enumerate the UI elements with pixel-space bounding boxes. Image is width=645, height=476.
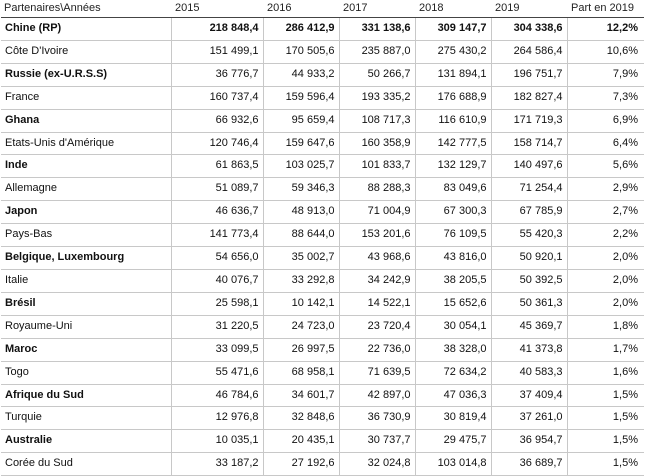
value-cell-2019: 36 689,7: [491, 453, 567, 476]
table-row: [1, 18, 644, 41]
share-cell: 1,5%: [567, 384, 644, 407]
table-row: [1, 453, 644, 476]
table-row: [1, 40, 644, 63]
share-cell: 2,7%: [567, 201, 644, 224]
value-cell-2018: 309 147,7: [415, 18, 491, 41]
value-cell-2019: 196 751,7: [491, 63, 567, 86]
value-cell-2018: 72 634,2: [415, 361, 491, 384]
value-cell-2017: 160 358,9: [339, 132, 415, 155]
value-cell-2019: 171 719,3: [491, 109, 567, 132]
share-cell: 2,0%: [567, 247, 644, 270]
value-cell-2019: 140 497,6: [491, 155, 567, 178]
value-cell-2018: 47 036,3: [415, 384, 491, 407]
value-cell-2018: 176 688,9: [415, 86, 491, 109]
share-cell: 1,8%: [567, 315, 644, 338]
value-cell-2015: 33 099,5: [171, 338, 263, 361]
value-cell-2018: 38 328,0: [415, 338, 491, 361]
value-cell-2016: 159 596,4: [263, 86, 339, 109]
country-cell: Corée du Sud: [1, 453, 171, 476]
value-cell-2016: 24 723,0: [263, 315, 339, 338]
header-year-2017: 2017: [339, 0, 415, 18]
share-cell: 2,9%: [567, 178, 644, 201]
trade-partners-table: [1, 0, 644, 476]
value-cell-2018: 83 049,6: [415, 178, 491, 201]
value-cell-2017: 101 833,7: [339, 155, 415, 178]
share-cell: 6,9%: [567, 109, 644, 132]
value-cell-2016: 103 025,7: [263, 155, 339, 178]
value-cell-2017: 22 736,0: [339, 338, 415, 361]
share-cell: 7,3%: [567, 86, 644, 109]
country-cell: Brésil: [1, 292, 171, 315]
value-cell-2019: 304 338,6: [491, 18, 567, 41]
table-row: [1, 132, 644, 155]
value-cell-2019: 36 954,7: [491, 430, 567, 453]
share-cell: 2,2%: [567, 224, 644, 247]
share-cell: 1,5%: [567, 453, 644, 476]
country-cell: France: [1, 86, 171, 109]
table-row: [1, 315, 644, 338]
value-cell-2018: 43 816,0: [415, 247, 491, 270]
value-cell-2016: 88 644,0: [263, 224, 339, 247]
value-cell-2016: 286 412,9: [263, 18, 339, 41]
value-cell-2015: 141 773,4: [171, 224, 263, 247]
value-cell-2018: 29 475,7: [415, 430, 491, 453]
header-partners: Partenaires\Années: [1, 0, 171, 18]
header-year-2018: 2018: [415, 0, 491, 18]
value-cell-2017: 108 717,3: [339, 109, 415, 132]
value-cell-2018: 131 894,1: [415, 63, 491, 86]
value-cell-2016: 32 848,6: [263, 407, 339, 430]
value-cell-2019: 55 420,3: [491, 224, 567, 247]
value-cell-2018: 275 430,2: [415, 40, 491, 63]
value-cell-2019: 37 409,4: [491, 384, 567, 407]
value-cell-2015: 120 746,4: [171, 132, 263, 155]
value-cell-2016: 35 002,7: [263, 247, 339, 270]
value-cell-2015: 36 776,7: [171, 63, 263, 86]
country-cell: Pays-Bas: [1, 224, 171, 247]
value-cell-2019: 45 369,7: [491, 315, 567, 338]
value-cell-2016: 33 292,8: [263, 269, 339, 292]
value-cell-2018: 132 129,7: [415, 155, 491, 178]
table-row: [1, 430, 644, 453]
value-cell-2017: 193 335,2: [339, 86, 415, 109]
value-cell-2016: 159 647,6: [263, 132, 339, 155]
table-row: [1, 178, 644, 201]
value-cell-2015: 31 220,5: [171, 315, 263, 338]
share-cell: 10,6%: [567, 40, 644, 63]
value-cell-2015: 218 848,4: [171, 18, 263, 41]
country-cell: Chine (RP): [1, 18, 171, 41]
header-year-2015: 2015: [171, 0, 263, 18]
value-cell-2016: 68 958,1: [263, 361, 339, 384]
value-cell-2015: 46 784,6: [171, 384, 263, 407]
share-cell: 1,5%: [567, 430, 644, 453]
value-cell-2019: 40 583,3: [491, 361, 567, 384]
header-year-2019: 2019: [491, 0, 567, 18]
value-cell-2015: 25 598,1: [171, 292, 263, 315]
value-cell-2018: 67 300,3: [415, 201, 491, 224]
table-row: [1, 292, 644, 315]
table-row: [1, 201, 644, 224]
value-cell-2018: 116 610,9: [415, 109, 491, 132]
value-cell-2016: 10 142,1: [263, 292, 339, 315]
value-cell-2019: 41 373,8: [491, 338, 567, 361]
value-cell-2015: 151 499,1: [171, 40, 263, 63]
table-row: [1, 384, 644, 407]
value-cell-2019: 50 361,3: [491, 292, 567, 315]
country-cell: Royaume-Uni: [1, 315, 171, 338]
value-cell-2017: 32 024,8: [339, 453, 415, 476]
value-cell-2017: 88 288,3: [339, 178, 415, 201]
table-row: [1, 86, 644, 109]
country-cell: Côte D'Ivoire: [1, 40, 171, 63]
value-cell-2015: 33 187,2: [171, 453, 263, 476]
value-cell-2017: 71 004,9: [339, 201, 415, 224]
table-row: [1, 109, 644, 132]
table-row: [1, 224, 644, 247]
value-cell-2018: 38 205,5: [415, 269, 491, 292]
value-cell-2017: 30 737,7: [339, 430, 415, 453]
value-cell-2019: 50 392,5: [491, 269, 567, 292]
header-row: [1, 0, 644, 18]
value-cell-2019: 67 785,9: [491, 201, 567, 224]
value-cell-2017: 43 968,6: [339, 247, 415, 270]
value-cell-2015: 46 636,7: [171, 201, 263, 224]
value-cell-2015: 61 863,5: [171, 155, 263, 178]
value-cell-2016: 170 505,6: [263, 40, 339, 63]
value-cell-2015: 160 737,4: [171, 86, 263, 109]
value-cell-2015: 10 035,1: [171, 430, 263, 453]
share-cell: 1,5%: [567, 407, 644, 430]
header-year-2016: 2016: [263, 0, 339, 18]
value-cell-2017: 71 639,5: [339, 361, 415, 384]
value-cell-2017: 331 138,6: [339, 18, 415, 41]
country-cell: Togo: [1, 361, 171, 384]
value-cell-2017: 42 897,0: [339, 384, 415, 407]
share-cell: 6,4%: [567, 132, 644, 155]
value-cell-2015: 51 089,7: [171, 178, 263, 201]
country-cell: Russie (ex-U.R.S.S): [1, 63, 171, 86]
value-cell-2017: 14 522,1: [339, 292, 415, 315]
value-cell-2016: 27 192,6: [263, 453, 339, 476]
table-row: [1, 63, 644, 86]
value-cell-2016: 95 659,4: [263, 109, 339, 132]
country-cell: Maroc: [1, 338, 171, 361]
value-cell-2016: 26 997,5: [263, 338, 339, 361]
value-cell-2016: 20 435,1: [263, 430, 339, 453]
value-cell-2017: 235 887,0: [339, 40, 415, 63]
value-cell-2018: 30 819,4: [415, 407, 491, 430]
table-row: [1, 247, 644, 270]
value-cell-2017: 36 730,9: [339, 407, 415, 430]
table-body: [1, 18, 644, 476]
table-row: [1, 407, 644, 430]
value-cell-2017: 50 266,7: [339, 63, 415, 86]
share-cell: 2,0%: [567, 269, 644, 292]
value-cell-2019: 158 714,7: [491, 132, 567, 155]
value-cell-2016: 59 346,3: [263, 178, 339, 201]
table-row: [1, 361, 644, 384]
share-cell: 12,2%: [567, 18, 644, 41]
country-cell: Japon: [1, 201, 171, 224]
value-cell-2018: 15 652,6: [415, 292, 491, 315]
value-cell-2019: 71 254,4: [491, 178, 567, 201]
value-cell-2016: 44 933,2: [263, 63, 339, 86]
share-cell: 5,6%: [567, 155, 644, 178]
value-cell-2017: 153 201,6: [339, 224, 415, 247]
value-cell-2018: 76 109,5: [415, 224, 491, 247]
value-cell-2015: 55 471,6: [171, 361, 263, 384]
header-share-2019: Part en 2019: [567, 0, 644, 18]
table-row: [1, 155, 644, 178]
value-cell-2017: 34 242,9: [339, 269, 415, 292]
value-cell-2018: 103 014,8: [415, 453, 491, 476]
country-cell: Inde: [1, 155, 171, 178]
table-row: [1, 269, 644, 292]
country-cell: Etats-Unis d'Amérique: [1, 132, 171, 155]
share-cell: 1,6%: [567, 361, 644, 384]
country-cell: Belgique, Luxembourg: [1, 247, 171, 270]
country-cell: Ghana: [1, 109, 171, 132]
share-cell: 1,7%: [567, 338, 644, 361]
value-cell-2016: 34 601,7: [263, 384, 339, 407]
value-cell-2015: 66 932,6: [171, 109, 263, 132]
country-cell: Turquie: [1, 407, 171, 430]
country-cell: Australie: [1, 430, 171, 453]
value-cell-2017: 23 720,4: [339, 315, 415, 338]
value-cell-2018: 142 777,5: [415, 132, 491, 155]
country-cell: Afrique du Sud: [1, 384, 171, 407]
country-cell: Italie: [1, 269, 171, 292]
table-row: [1, 338, 644, 361]
value-cell-2019: 264 586,4: [491, 40, 567, 63]
value-cell-2019: 37 261,0: [491, 407, 567, 430]
share-cell: 7,9%: [567, 63, 644, 86]
value-cell-2019: 182 827,4: [491, 86, 567, 109]
value-cell-2015: 12 976,8: [171, 407, 263, 430]
share-cell: 2,0%: [567, 292, 644, 315]
value-cell-2015: 40 076,7: [171, 269, 263, 292]
value-cell-2015: 54 656,0: [171, 247, 263, 270]
country-cell: Allemagne: [1, 178, 171, 201]
value-cell-2016: 48 913,0: [263, 201, 339, 224]
value-cell-2018: 30 054,1: [415, 315, 491, 338]
value-cell-2019: 50 920,1: [491, 247, 567, 270]
